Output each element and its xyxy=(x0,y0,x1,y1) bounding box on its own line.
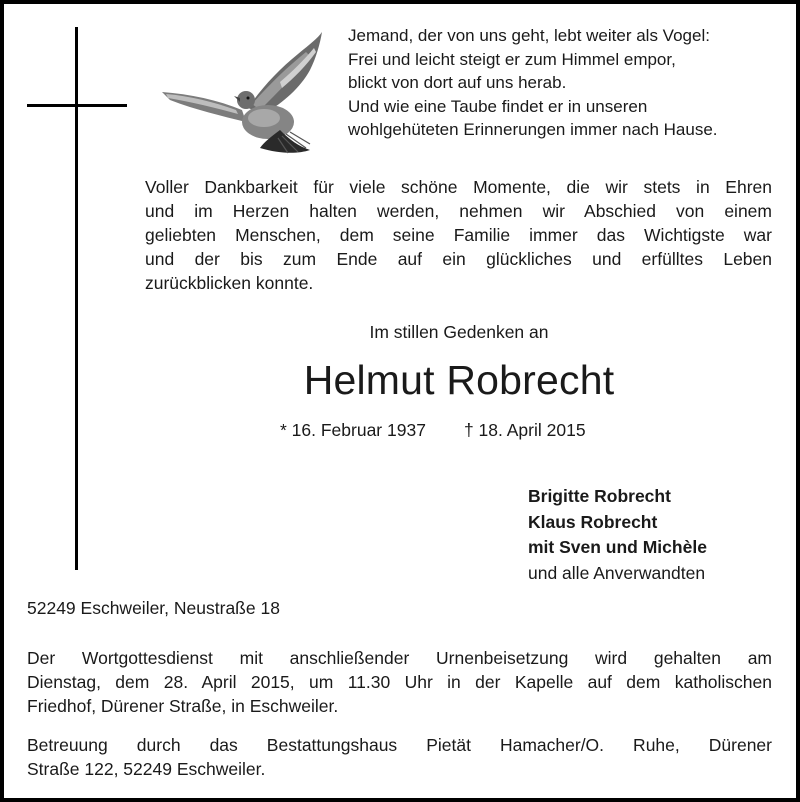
family-address: 52249 Eschweiler, Neustraße 18 xyxy=(27,598,280,618)
poem-line: Frei und leicht steigt er zum Himmel empor, xyxy=(348,49,676,69)
deceased-name: Helmut Robrecht xyxy=(303,357,615,403)
gratitude-line: geliebten Menschen, dem seine Familie immer das Wichtigste war xyxy=(145,225,772,245)
gratitude-line: und im Herzen halten werden, nehmen wir Abschied von einem xyxy=(145,201,772,221)
mourner-name: mit Sven und Michèle xyxy=(528,537,707,557)
life-dates xyxy=(280,420,586,441)
poem-line: Und wie eine Taube findet er in unseren xyxy=(348,96,648,116)
care-line: Straße 122, 52249 Eschweiler. xyxy=(27,759,266,779)
funeral-home-paragraph xyxy=(27,733,772,781)
gratitude-paragraph xyxy=(145,175,772,295)
service-line: Dienstag, dem 28. April 2015, um 11.30 Uhr in der Kapelle auf dem katholischen xyxy=(27,672,772,692)
gratitude-line: und der bis zum Ende auf ein glückliches und erfülltes Leben xyxy=(145,249,772,269)
mourner-name: Brigitte Robrecht xyxy=(528,486,671,506)
birth-date: * 16. Februar 1937 xyxy=(280,420,426,440)
gratitude-line: zurückblicken konnte. xyxy=(145,273,314,293)
memorial-intro: Im stillen Gedenken an xyxy=(369,322,549,342)
cross-icon-bar xyxy=(27,104,127,107)
mourners xyxy=(528,484,707,586)
care-line: Betreuung durch das Bestattungshaus Pietät Hamacher/O. Ruhe, Dürener xyxy=(27,735,772,755)
service-line: Friedhof, Dürener Straße, in Eschweiler. xyxy=(27,696,339,716)
mourner-relatives: und alle Anverwandten xyxy=(528,562,706,583)
death-date: † 18. April 2015 xyxy=(463,420,586,440)
dove-illustration xyxy=(160,30,330,155)
service-paragraph xyxy=(27,646,772,718)
poem-line: wohlgehüteten Erinnerungen immer nach Hause. xyxy=(348,120,718,139)
poem-line: Jemand, der von uns geht, lebt weiter als Vogel: xyxy=(348,26,710,45)
cross-icon xyxy=(75,27,78,570)
service-line: Der Wortgottesdienst mit anschließender Urnenbeisetzung wird gehalten am xyxy=(27,648,772,668)
mourner-name: Klaus Robrecht xyxy=(528,511,658,532)
poem-line: blickt von dort auf uns herab. xyxy=(348,73,567,92)
poem xyxy=(348,24,778,142)
gratitude-line: Voller Dankbarkeit für viele schöne Momente, die wir stets in Ehren xyxy=(145,177,772,197)
